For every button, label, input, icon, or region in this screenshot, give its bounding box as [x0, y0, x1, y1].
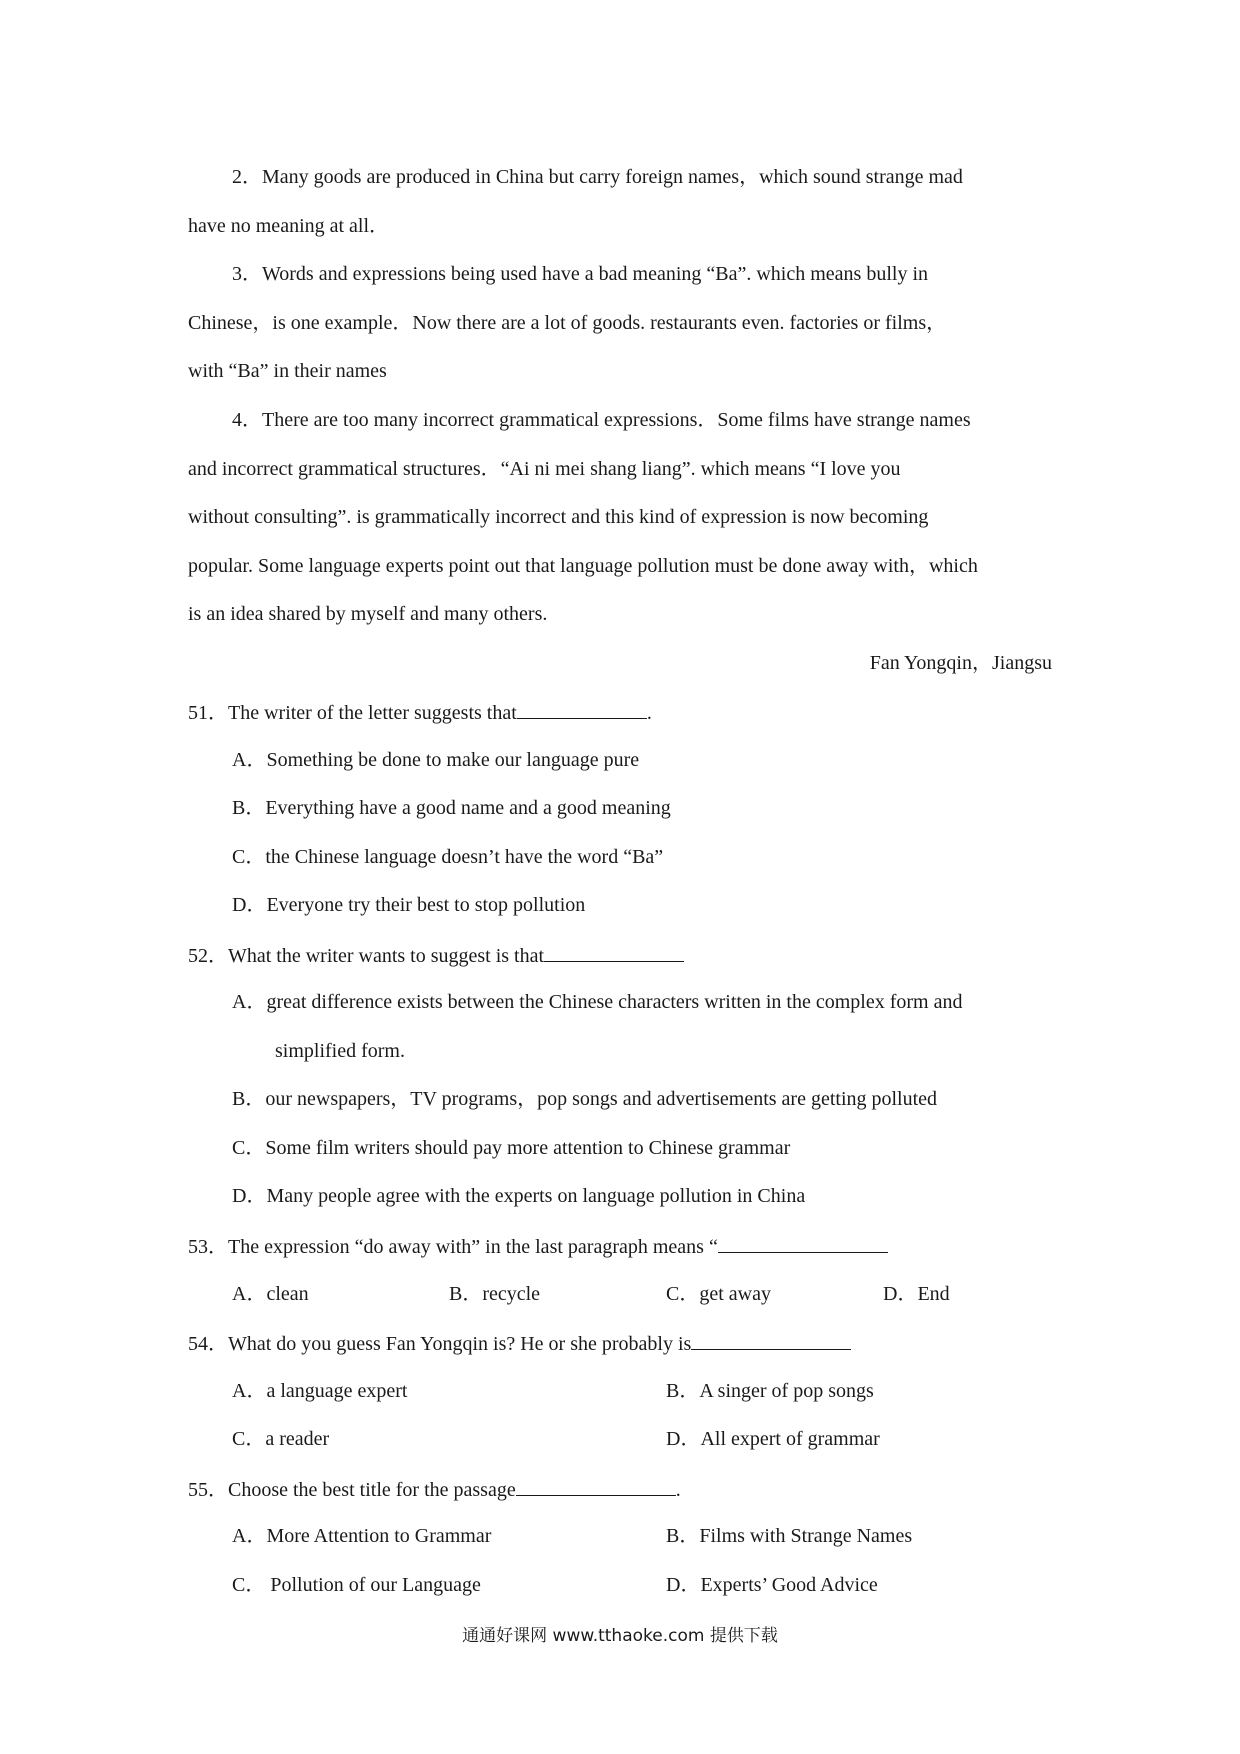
passage-line: is an idea shared by myself and many others. — [188, 603, 548, 625]
passage-line: 3．Words and expressions being used have a bad meaning “Ba”. which means bully in — [232, 263, 928, 285]
option-51-a: A．Something be done to make our language pure — [232, 749, 640, 771]
passage-line: and incorrect grammatical structures．“Ai ni mei shang liang”. which means “I love you — [188, 458, 901, 480]
option-52-c: C．Some film writers should pay more attention to Chinese grammar — [232, 1137, 791, 1159]
option-53-a: A．clean — [232, 1283, 309, 1305]
question-53-stem — [188, 1232, 888, 1260]
option-51-b: B．Everything have a good name and a good meaning — [232, 797, 671, 819]
option-52-b: B．our newspapers，TV programs，pop songs and advertisements are getting polluted — [232, 1088, 938, 1110]
answer-blank — [544, 941, 684, 962]
option-53-d: D．End — [883, 1283, 950, 1305]
option-51-d: D．Everyone try their best to stop pollution — [232, 894, 586, 916]
option-53-c: C．get away — [666, 1283, 771, 1305]
question-stem-text: 55．Choose the best title for the passage — [188, 1479, 516, 1501]
option-54-b: B．A singer of pop songs — [666, 1380, 874, 1402]
passage-line: 4．There are too many incorrect grammatical expressions．Some films have strange names — [232, 409, 971, 431]
question-stem-text: 51．The writer of the letter suggests that — [188, 702, 517, 724]
question-stem-end: . — [675, 1479, 681, 1501]
option-53-b: B．recycle — [449, 1283, 541, 1305]
option-55-d: D．Experts’ Good Advice — [666, 1574, 878, 1596]
question-55-stem — [188, 1475, 681, 1503]
passage-line: popular. Some language experts point out that language pollution must be done away with，which — [188, 555, 978, 577]
question-51-stem — [188, 698, 652, 726]
answer-blank — [691, 1329, 851, 1350]
option-55-b: B．Films with Strange Names — [666, 1525, 913, 1547]
letter-signature: Fan Yongqin，Jiangsu — [869, 652, 1052, 674]
answer-blank — [516, 1475, 676, 1496]
question-stem-end: . — [646, 702, 652, 724]
question-52-stem — [188, 941, 684, 969]
passage-line: 2．Many goods are produced in China but carry foreign names，which sound strange mad — [232, 166, 963, 188]
passage-line: without consulting”. is grammatically incorrect and this kind of expression is now becoming — [188, 506, 929, 528]
option-52-a-continued: simplified form. — [275, 1040, 405, 1062]
question-stem-text: 52．What the writer wants to suggest is that — [188, 945, 545, 967]
page-footer: 通通好课网 www.tthaoke.com 提供下载 — [462, 1626, 778, 1646]
option-54-a: A．a language expert — [232, 1380, 408, 1402]
passage-line: Chinese，is one example．Now there are a lot of goods. restaurants even. factories or films， — [188, 312, 947, 334]
question-stem-text: 53．The expression “do away with” in the last paragraph means “ — [188, 1236, 718, 1258]
option-54-d: D．All expert of grammar — [666, 1428, 880, 1450]
option-55-a: A．More Attention to Grammar — [232, 1525, 492, 1547]
question-54-stem — [188, 1329, 851, 1357]
option-51-c: C．the Chinese language doesn’t have the word “Ba” — [232, 846, 664, 868]
option-55-c: C． Pollution of our Language — [232, 1574, 481, 1596]
passage-line: with “Ba” in their names — [188, 360, 387, 382]
option-52-d: D．Many people agree with the experts on language pollution in China — [232, 1185, 806, 1207]
option-52-a: A．great difference exists between the Chinese characters written in the complex form and — [232, 991, 963, 1013]
answer-blank — [718, 1232, 888, 1253]
option-54-c: C．a reader — [232, 1428, 330, 1450]
passage-line: have no meaning at all． — [188, 215, 390, 237]
question-stem-text: 54．What do you guess Fan Yongqin is? He or she probably is — [188, 1333, 692, 1355]
answer-blank — [517, 698, 647, 719]
